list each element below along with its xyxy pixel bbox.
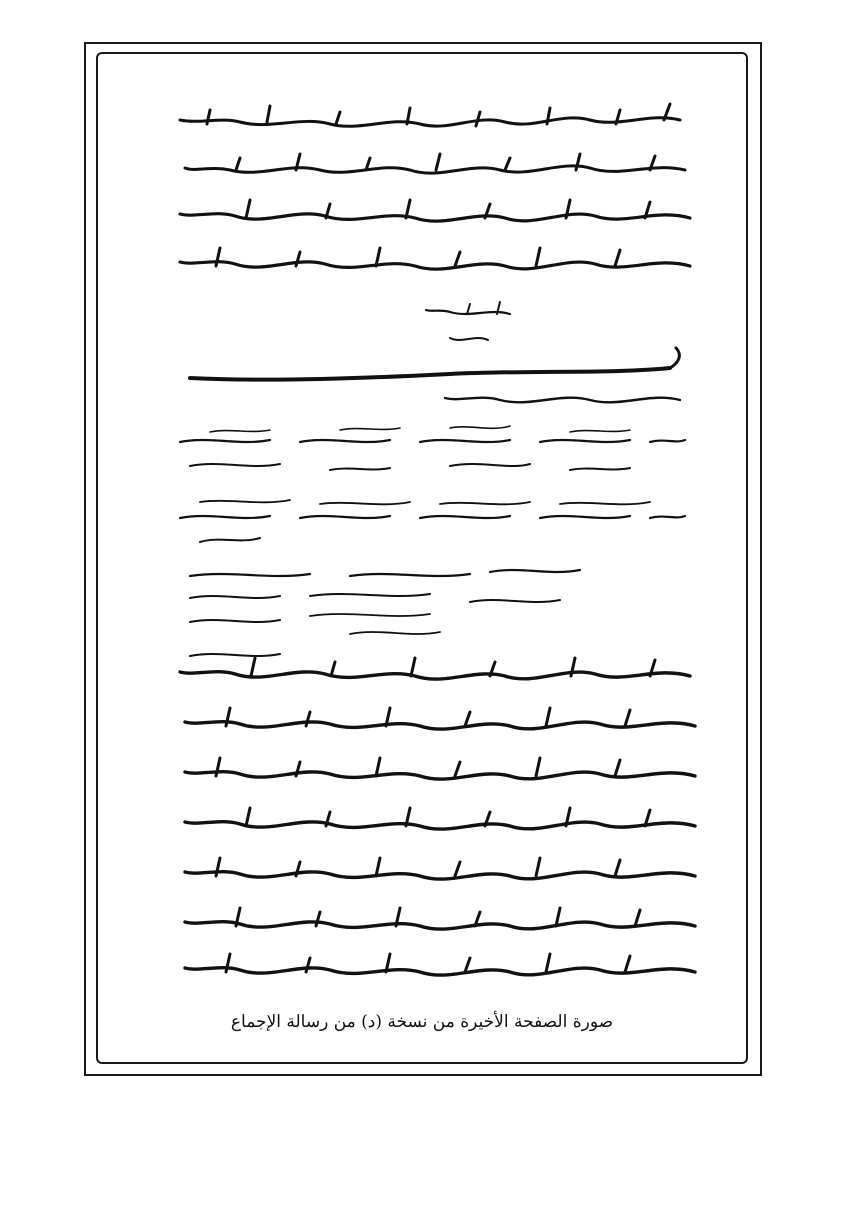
handwritten-script-strokes (180, 104, 695, 975)
figure-caption: صورة الصفحة الأخيرة من نسخة (د) من رسالة الإجماع (230, 1012, 614, 1032)
manuscript-page-image (150, 82, 710, 1002)
